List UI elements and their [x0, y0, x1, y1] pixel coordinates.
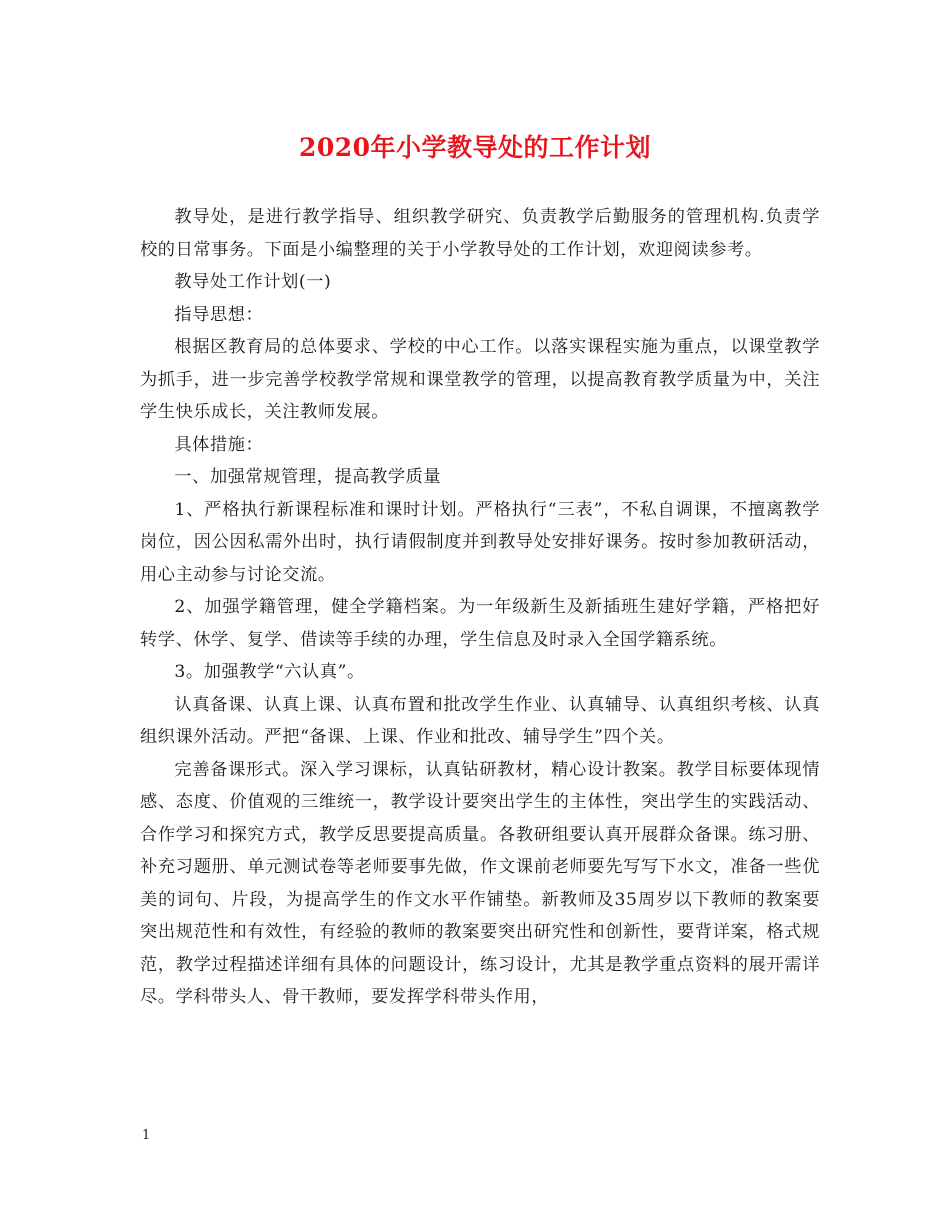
measure-heading-one: 一、加强常规管理，提高教学质量 — [174, 467, 442, 487]
guiding-thought-paragraph: 根据区教育局的总体要求、学校的中心工作。以落实课程实施为重点，以课堂教学为抓手，进一步完善学校教学常规和课堂教学的管理，以提高教育教学质量为中，关注学生快乐成长，关注教师发展。 — [140, 337, 820, 422]
document-body — [140, 201, 820, 1014]
lesson-prep-paragraph: 完善备课形式。深入学习课标，认真钻研教材，精心设计教案。教学目标要体现情感、态度、价值观的三维统一，教学设计要突出学生的主体性，突出学生的实践活动、合作学习和探究方式，教学反思要提高质量。各教研组要认真开展群众备课。练习册、补充习题册、单元测试卷等老师要事先做，作文课前老师要先写写下水文，准备一些优美的词句、片段，为提高学生的作文水平作铺垫。新教师及35周岁以下教师的教案要突出规范性和有效性，有经验的教师的教案要突出研究性和创新性，要背详案，格式规范，教学过程描述详细有具体的问题设计，练习设计，尤其是教学重点资料的展开需详尽。学科带头人、骨干教师，要发挥学科带头作用， — [140, 759, 820, 1007]
document-title: 2020年小学教导处的工作计划 — [298, 133, 652, 162]
intro-paragraph: 教导处，是进行教学指导、组织教学研究、负责教学后勤服务的管理机构.负责学校的日常事务。下面是小编整理的关于小学教导处的工作计划，欢迎阅读参考。 — [140, 207, 820, 260]
section-heading-plan-one: 教导处工作计划(一) — [174, 272, 332, 292]
subheading-guiding-thought: 指导思想： — [174, 304, 264, 325]
measure-item-3: 3。加强教学“六认真”。 — [174, 662, 365, 682]
measure-item-2: 2、加强学籍管理，健全学籍档案。为一年级新生及新插班生建好学籍，严格把好转学、休学、复学、借读等手续的办理，学生信息及时录入全国学籍系统。 — [140, 597, 820, 650]
subheading-specific-measures: 具体措施： — [174, 434, 264, 455]
six-earnest-paragraph: 认真备课、认真上课、认真布置和批改学生作业、认真辅导、认真组织考核、认真组织课外活动。严把“备课、上课、作业和批改、辅导学生”四个关。 — [140, 694, 820, 747]
measure-item-1: 1、严格执行新课程标准和课时计划。严格执行“三表”，不私自调课，不擅离教学岗位，因公因私需外出时，执行请假制度并到教导处安排好课务。按时参加教研活动，用心主动参与讨论交流。 — [140, 499, 820, 585]
page-number: 1 — [142, 1128, 151, 1143]
